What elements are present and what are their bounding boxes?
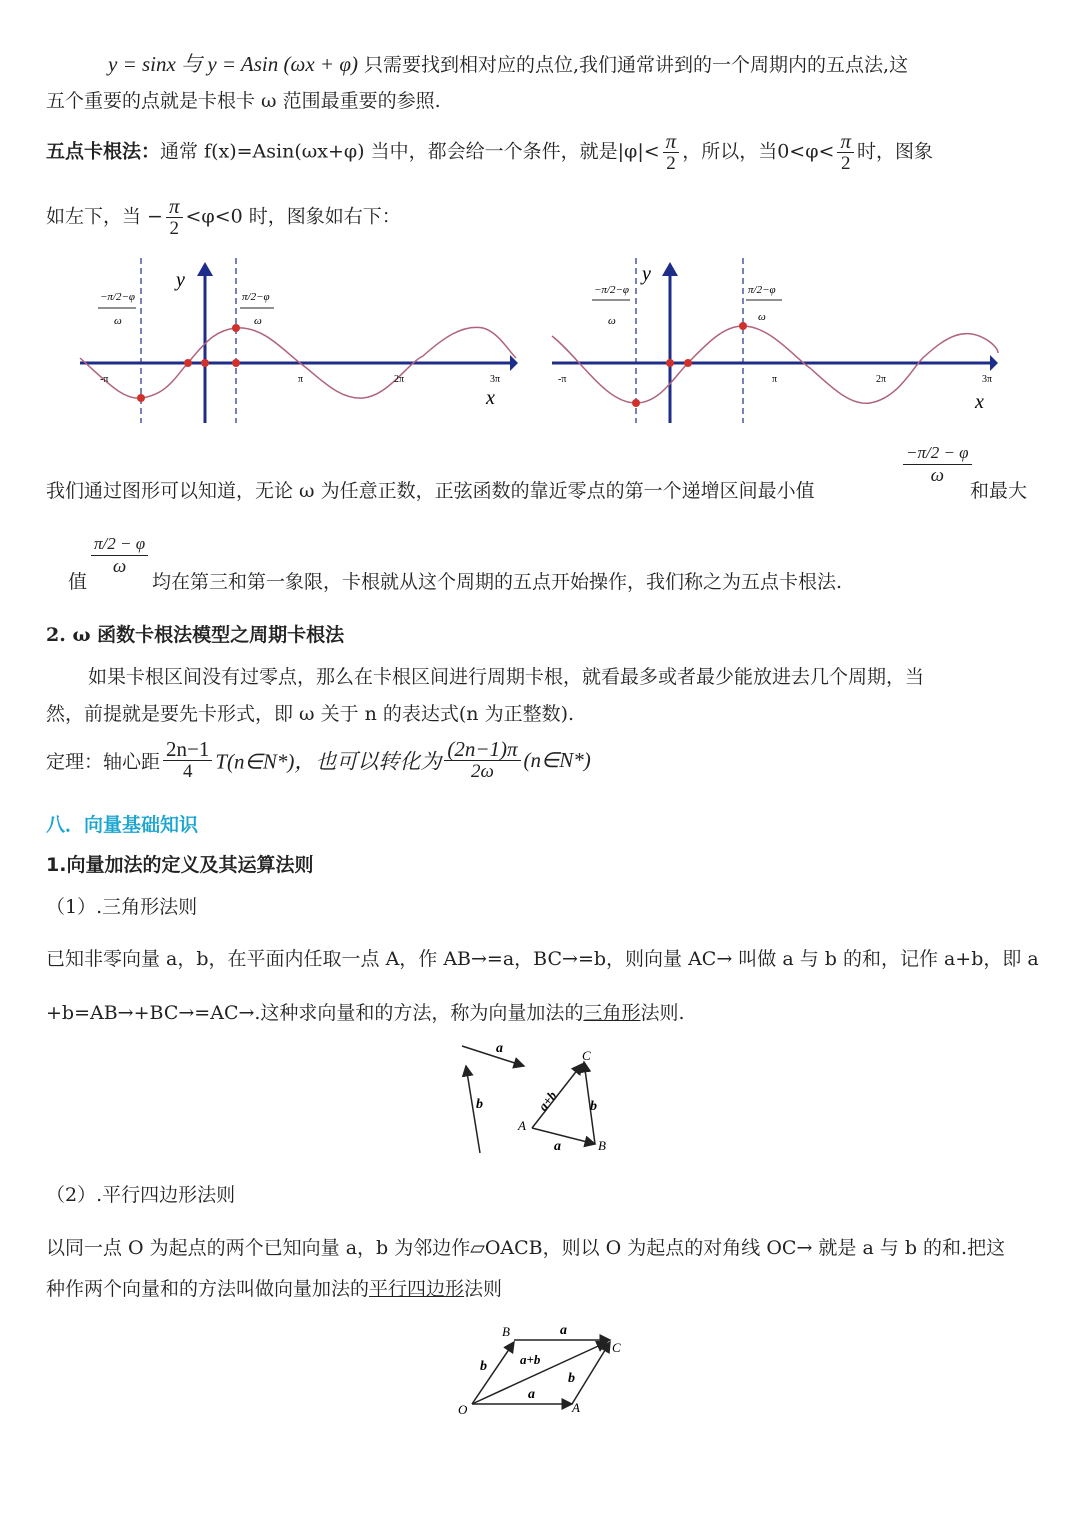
svg-text:a: a <box>560 1323 567 1338</box>
svg-text:a: a <box>528 1387 535 1402</box>
frac-neg: $\frac{-\pi/2 - \varphi}{\omega}$ <box>903 442 972 487</box>
par-p2: 种作两个向量和的方法叫做向量加法的平行四边形法则 <box>46 1278 503 1300</box>
pi-over-2-fraction-b: $\frac{\pi}{2}$ <box>837 130 854 175</box>
svg-text:O: O <box>458 1402 468 1417</box>
svg-text:−π/2−φ: −π/2−φ <box>100 291 135 303</box>
graph-point <box>201 359 209 367</box>
svg-text:a: a <box>554 1139 561 1154</box>
svg-text:b: b <box>480 1359 487 1374</box>
annotation-right <box>240 291 274 327</box>
tri-p2: +b=AB→+BC→=AC→.这种求向量和的方法，称为向量加法的三角形法则. <box>46 1002 685 1024</box>
svg-text:ω: ω <box>254 315 262 327</box>
svg-text:−π/2−φ: −π/2−φ <box>594 284 629 296</box>
svg-text:3π: 3π <box>490 374 501 385</box>
svg-text:b: b <box>476 1097 483 1112</box>
svg-text:A: A <box>572 1400 580 1415</box>
svg-text:C: C <box>582 1048 591 1063</box>
graph-left <box>78 258 518 428</box>
y-label: y <box>176 269 185 291</box>
explain-line1: 我们通过图形可以知道，无论 ω 为任意正数，正弦函数的靠近零点的第一个递增区间最小值 <box>46 480 815 502</box>
svg-text:B: B <box>502 1324 510 1339</box>
svg-text:ω: ω <box>114 315 122 327</box>
graph-right <box>550 258 1000 428</box>
intro-line2: 五个重要的点就是卡根卡 ω 范围最重要的参照. <box>46 90 441 112</box>
graph-point <box>232 359 240 367</box>
graph-point <box>684 359 692 367</box>
svg-text:2π: 2π <box>394 374 405 385</box>
theorem-line: 定理：轴心距 $\frac{2n-1}{4}$ T(n∈N*)，也可以转化为 $\frac{(2n-1)\pi}{2\omega}$ (n∈N*) <box>46 737 591 782</box>
svg-text:π/2−φ: π/2−φ <box>242 291 270 303</box>
svg-text:a+b: a+b <box>535 1088 560 1114</box>
svg-text:b: b <box>590 1099 597 1114</box>
svg-text:b: b <box>568 1371 575 1386</box>
svg-text:A: A <box>518 1118 526 1133</box>
svg-text:-π: -π <box>558 374 567 385</box>
svg-text:2π: 2π <box>876 374 887 385</box>
graph-point <box>184 359 192 367</box>
svg-text:x: x <box>975 391 984 413</box>
svg-text:a: a <box>496 1041 503 1056</box>
svg-text:-π: -π <box>100 374 109 385</box>
intro-line1: y = sinx 与 y = Asin (ωx + φ) 只需要找到相对应的点位,我们通常讲到的一个周期内的五点法,这 <box>108 52 909 76</box>
graph-point <box>739 322 747 330</box>
parallelogram-figure <box>452 1316 632 1422</box>
svg-text:π: π <box>298 374 304 385</box>
svg-text:π/2−φ: π/2−φ <box>748 284 776 296</box>
svg-text:ω: ω <box>758 311 766 323</box>
svg-text:π: π <box>772 374 778 385</box>
graph-point <box>666 359 674 367</box>
svg-text:ω: ω <box>608 315 616 327</box>
x-label: x <box>486 387 495 409</box>
svg-text:a+b: a+b <box>520 1352 541 1367</box>
five-point-line2: 如左下，当 − $\frac{\pi}{2}$ <φ<0 时，图象如右下： <box>46 194 401 239</box>
annotation-left <box>98 291 136 327</box>
frac-pos: $\frac{\pi/2 - \varphi}{\omega}$ <box>91 533 148 578</box>
pi-over-2-fraction: $\frac{\pi}{2}$ <box>663 130 680 175</box>
svg-text:3π: 3π <box>982 374 993 385</box>
svg-text:B: B <box>598 1138 606 1153</box>
triangle-figure <box>452 1038 622 1162</box>
pi-over-2-fraction-c: $\frac{\pi}{2}$ <box>166 195 183 240</box>
svg-text:y: y <box>642 263 651 285</box>
five-point-line1: 五点卡根法：通常 f(x)=Asin(ωx+φ) 当中，都会给一个条件，就是|φ|< $\frac{\pi}{2}$ ，所以，当0<φ< $\frac{\pi}{2}$ 时，图象 <box>46 129 933 174</box>
section8-title: 八．向量基础知识 <box>46 814 199 836</box>
graph-point <box>137 394 145 402</box>
graph-point <box>232 324 240 332</box>
svg-text:C: C <box>612 1340 621 1355</box>
section2-title: 2. ω 函数卡根法模型之周期卡根法 <box>46 624 345 646</box>
graph-point <box>632 399 640 407</box>
